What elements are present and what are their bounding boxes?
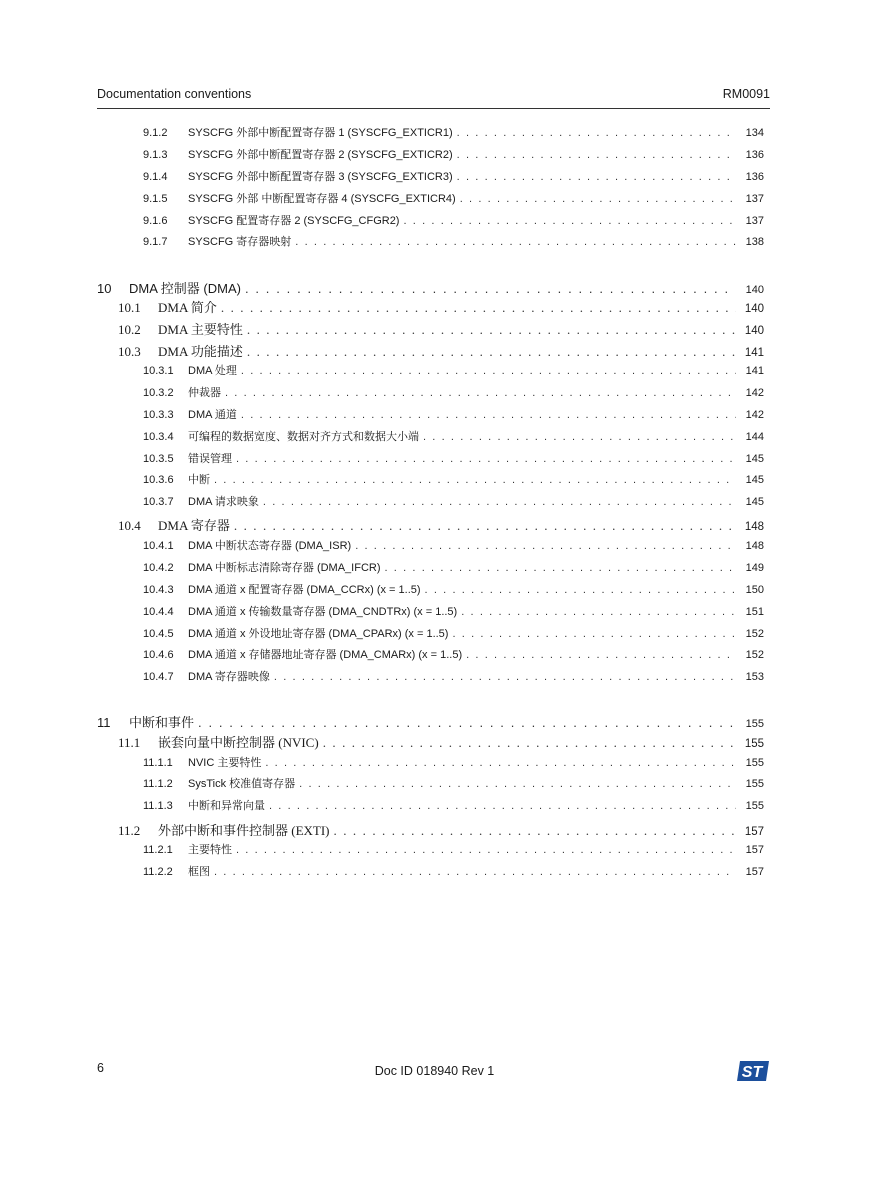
toc-entry-level2[interactable]: [118, 319, 764, 338]
toc-entry-title: 框图: [188, 866, 210, 878]
dot-leader: [461, 606, 736, 618]
toc-entry-level3[interactable]: [143, 754, 764, 770]
toc-entry-level1[interactable]: [97, 278, 764, 297]
toc-entry-page: 144: [745, 431, 764, 443]
toc-entry-title: DMA 通道: [188, 409, 237, 421]
dot-leader: [241, 365, 736, 377]
toc-entry-title: DMA 简介: [158, 300, 217, 315]
footer-doc-id: Doc ID 018940 Rev 1: [374, 1064, 495, 1078]
toc-entry-level3[interactable]: [143, 362, 764, 378]
toc-entry-level3[interactable]: [143, 841, 764, 857]
dot-leader: [269, 800, 736, 812]
toc-entry-title: 可编程的数据宽度、数据对齐方式和数据大小端: [188, 431, 419, 443]
toc-entry-number: 9.1.6: [143, 215, 168, 227]
dot-leader: [323, 735, 736, 751]
toc-entry-level3[interactable]: [143, 559, 764, 575]
toc-entry-title: SysTick 校准值寄存器: [188, 778, 296, 790]
toc-entry-page: 142: [745, 409, 764, 421]
toc-entry-title: DMA 功能描述: [158, 344, 243, 359]
dot-leader: [425, 584, 736, 596]
toc-entry-number: 10.4: [118, 518, 141, 533]
toc-entry-level1[interactable]: [97, 712, 764, 731]
toc-entry-number: 10.3.7: [143, 496, 174, 508]
toc-entry-title: DMA 通道 x 传输数量寄存器 (DMA_CNDTRx) (x = 1..5): [188, 606, 458, 618]
dot-leader: [299, 778, 736, 790]
toc-entry-title: DMA 通道 x 外设地址寄存器 (DMA_CPARx) (x = 1..5): [188, 628, 449, 640]
toc-entry-title: DMA 控制器 (DMA): [129, 281, 241, 296]
toc-entry-level3[interactable]: [143, 863, 764, 879]
dot-leader: [241, 409, 736, 421]
toc-entry-title: SYSCFG 外部中断配置寄存器 3 (SYSCFG_EXTICR3): [188, 171, 453, 183]
dot-leader: [274, 671, 736, 683]
toc-entry-number: 10.4.4: [143, 606, 174, 618]
toc-entry-title: 主要特性: [188, 844, 232, 856]
toc-entry-number: 10.4.5: [143, 628, 174, 640]
dot-leader: [245, 281, 736, 296]
toc-entry-page: 152: [745, 628, 764, 640]
toc-entry-level3[interactable]: [143, 384, 764, 400]
dot-leader: [236, 453, 736, 465]
toc-entry-number: 10.3.3: [143, 409, 174, 421]
dot-leader: [198, 715, 736, 730]
toc-entry-title: DMA 请求映象: [188, 496, 259, 508]
toc-entry-number: 10.1: [118, 300, 141, 315]
dot-leader: [214, 866, 736, 878]
toc-entry-title: 中断: [188, 474, 210, 486]
toc-entry-page: 153: [745, 671, 764, 683]
toc-entry-number: 10.4.6: [143, 649, 174, 661]
toc-entry-title: SYSCFG 外部中断配置寄存器 2 (SYSCFG_EXTICR2): [188, 149, 453, 161]
toc-entry-page: 155: [745, 718, 764, 730]
toc-entry-page: 145: [745, 496, 764, 508]
toc-entry-number: 11.2: [118, 823, 141, 838]
toc-entry-page: 137: [745, 193, 764, 205]
toc-entry-level3[interactable]: [143, 625, 764, 641]
dot-leader: [247, 322, 736, 338]
dot-leader: [457, 171, 736, 183]
toc-entry-page: 155: [745, 757, 764, 769]
dot-leader: [460, 193, 736, 205]
toc-entry-page: 140: [744, 325, 764, 337]
toc-entry-level3[interactable]: [143, 775, 764, 791]
dot-leader: [234, 518, 736, 534]
toc-entry-page: 151: [745, 606, 764, 618]
toc-entry-page: 145: [745, 453, 764, 465]
toc-entry-page: 157: [745, 844, 764, 856]
toc-entry-number: 10.4.7: [143, 671, 174, 683]
dot-leader: [295, 236, 736, 248]
toc-entry-level3[interactable]: [143, 471, 764, 487]
toc-entry-number: 10: [97, 281, 112, 296]
toc-entry-page: 138: [745, 236, 764, 248]
toc-entry-page: 142: [745, 387, 764, 399]
toc-entry-page: 136: [745, 171, 764, 183]
toc-entry-page: 155: [745, 778, 764, 790]
toc-entry-number: 10.3.1: [143, 365, 174, 377]
toc-entry-page: 140: [744, 303, 764, 315]
dot-leader: [214, 474, 736, 486]
toc-entry-level2[interactable]: [118, 515, 764, 534]
dot-leader: [236, 844, 736, 856]
toc-entry-page: 136: [745, 149, 764, 161]
toc-entry-number: 11.2.2: [143, 866, 173, 878]
toc-entry-level3[interactable]: [143, 146, 764, 162]
toc-entry-number: 11: [97, 715, 111, 730]
toc-entry-number: 11.1.3: [143, 800, 173, 812]
toc-entry-title: SYSCFG 外部中断配置寄存器 1 (SYSCFG_EXTICR1): [188, 127, 453, 139]
toc-entry-title: DMA 中断状态寄存器 (DMA_ISR): [188, 540, 352, 552]
toc-entry-level3[interactable]: [143, 450, 764, 466]
toc-entry-title: DMA 通道 x 存储器地址寄存器 (DMA_CMARx) (x = 1..5): [188, 649, 463, 661]
toc-entry-page: 134: [745, 127, 764, 139]
toc-entry-level3[interactable]: [143, 212, 764, 228]
toc-entry-number: 9.1.7: [143, 236, 168, 248]
toc-entry-level2[interactable]: [118, 341, 764, 360]
toc-entry-title: DMA 中断标志清除寄存器 (DMA_IFCR): [188, 562, 381, 574]
toc-entry-number: 10.2: [118, 322, 141, 337]
toc-entry-level3[interactable]: [143, 493, 764, 509]
toc-entry-level3[interactable]: [143, 668, 764, 684]
toc-entry-page: 149: [745, 562, 764, 574]
toc-entry-title: DMA 寄存器映像: [188, 671, 270, 683]
dot-leader: [265, 757, 736, 769]
toc-entry-page: 141: [745, 365, 764, 377]
toc-entry-page: 155: [745, 800, 764, 812]
toc-entry-title: 仲裁器: [188, 387, 221, 399]
toc-entry-number: 10.4.3: [143, 584, 174, 596]
toc-entry-title: 中断和事件: [129, 715, 195, 730]
toc-entry-level3[interactable]: [143, 168, 764, 184]
toc-entry-level3[interactable]: [143, 233, 764, 249]
toc-entry-level2[interactable]: [118, 732, 764, 751]
toc-entry-number: 9.1.2: [143, 127, 168, 139]
toc-entry-number: 10.3.5: [143, 453, 174, 465]
toc-entry-title: DMA 寄存器: [158, 518, 230, 533]
toc-entry-number: 10.3: [118, 344, 141, 359]
dot-leader: [221, 300, 736, 316]
dot-leader: [355, 540, 736, 552]
toc-entry-level3[interactable]: [143, 537, 764, 553]
toc-entry-level3[interactable]: [143, 797, 764, 813]
toc-entry-number: 10.4.2: [143, 562, 174, 574]
toc-entry-number: 10.3.4: [143, 431, 174, 443]
dot-leader: [403, 215, 736, 227]
toc-entry-title: 错误管理: [188, 453, 232, 465]
toc-entry-page: 148: [744, 521, 764, 533]
dot-leader: [334, 823, 736, 839]
dot-leader: [452, 628, 736, 640]
toc-entry-page: 155: [744, 738, 764, 750]
toc-entry-level2[interactable]: [118, 820, 764, 839]
toc-entry-title: SYSCFG 寄存器映射: [188, 236, 292, 248]
toc-entry-page: 140: [745, 284, 764, 296]
header-doc-code: RM0091: [722, 87, 770, 101]
toc-entry-level3[interactable]: [143, 190, 764, 206]
st-logo-icon: [736, 1059, 770, 1083]
toc-entry-level3[interactable]: [143, 124, 764, 140]
dot-leader: [385, 562, 737, 574]
dot-leader: [263, 496, 736, 508]
toc-entry-level2[interactable]: [118, 297, 764, 316]
footer-page-number: 6: [97, 1061, 104, 1075]
toc-entry-number: 11.1.2: [143, 778, 173, 790]
toc-entry-title: DMA 主要特性: [158, 322, 243, 337]
toc-entry-page: 137: [745, 215, 764, 227]
header-divider: [97, 108, 770, 109]
dot-leader: [423, 431, 736, 443]
toc-entry-page: 157: [745, 866, 764, 878]
toc-entry-number: 10.3.6: [143, 474, 174, 486]
dot-leader: [247, 344, 736, 360]
toc-entry-number: 9.1.3: [143, 149, 168, 161]
toc-entry-number: 11.2.1: [143, 844, 173, 856]
toc-entry-title: DMA 处理: [188, 365, 237, 377]
dot-leader: [225, 387, 736, 399]
toc-entry-page: 150: [745, 584, 764, 596]
toc-entry-number: 10.4.1: [143, 540, 174, 552]
toc-entry-title: NVIC 主要特性: [188, 757, 262, 769]
toc-entry-title: SYSCFG 配置寄存器 2 (SYSCFG_CFGR2): [188, 215, 400, 227]
toc-entry-number: 9.1.4: [143, 171, 168, 183]
dot-leader: [466, 649, 736, 661]
toc-entry-number: 11.1: [118, 735, 141, 750]
toc-entry-title: 外部中断和事件控制器 (EXTI): [158, 823, 330, 838]
toc-entry-page: 141: [744, 347, 764, 359]
toc-entry-level3[interactable]: [143, 581, 764, 597]
svg-text:ST: ST: [741, 1064, 763, 1081]
toc-entry-level3[interactable]: [143, 406, 764, 422]
toc-entry-number: 10.3.2: [143, 387, 174, 399]
toc-entry-level3[interactable]: [143, 603, 764, 619]
toc-entry-number: 11.1.1: [143, 757, 173, 769]
dot-leader: [457, 127, 736, 139]
toc-entry-title: SYSCFG 外部 中断配置寄存器 4 (SYSCFG_EXTICR4): [188, 193, 456, 205]
toc-entry-level3[interactable]: [143, 646, 764, 662]
toc-entry-title: 中断和异常向量: [188, 800, 265, 812]
toc-entry-title: 嵌套向量中断控制器 (NVIC): [158, 735, 319, 750]
toc-entry-level3[interactable]: [143, 428, 764, 444]
toc-entry-page: 152: [745, 649, 764, 661]
toc-entry-page: 148: [745, 540, 764, 552]
header-section-title: Documentation conventions: [97, 87, 252, 101]
dot-leader: [457, 149, 736, 161]
toc-entry-page: 157: [744, 826, 764, 838]
toc-entry-title: DMA 通道 x 配置寄存器 (DMA_CCRx) (x = 1..5): [188, 584, 421, 596]
toc-entry-page: 145: [745, 474, 764, 486]
toc-entry-number: 9.1.5: [143, 193, 168, 205]
